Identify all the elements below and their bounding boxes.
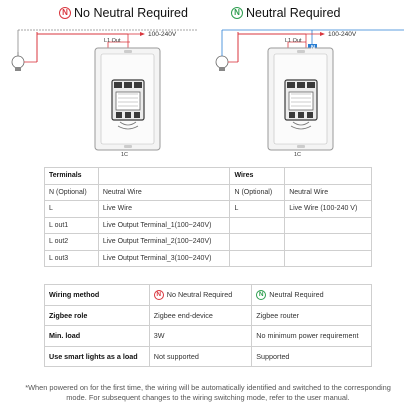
wire-cell: N (Optional) xyxy=(230,184,285,201)
right-diagram-caption: 1C xyxy=(294,152,302,158)
wires-header: Wires xyxy=(230,168,285,185)
table-row xyxy=(45,346,372,367)
footnote: *When powered on for the first time, the wiring will be automatically identified and switched to the corresponding mode. For subsequent changes to the wiring switching mode, refer to the user manual. xyxy=(25,383,391,402)
terminal-desc-cell: Live Wire xyxy=(98,201,230,218)
neutral-value: Neutral Required xyxy=(269,290,324,300)
neutral-badge-icon: N xyxy=(256,290,266,300)
wire-cell: L xyxy=(230,201,285,218)
row-label: Use smart lights as a load xyxy=(45,346,150,367)
table-row xyxy=(45,305,372,326)
lamp-icon xyxy=(12,56,24,71)
no-neutral-value: No Neutral Required xyxy=(166,290,233,300)
no-neutral-cell xyxy=(149,285,252,306)
neutral-value: Supported xyxy=(252,346,372,367)
table-row xyxy=(45,285,372,306)
wire-desc-cell xyxy=(285,250,372,267)
terminal-desc-cell: Neutral Wire xyxy=(98,184,230,201)
neutral-tag: N xyxy=(311,45,315,51)
table-row xyxy=(45,168,372,185)
terminal-cell: L xyxy=(45,201,99,218)
wire-cell xyxy=(230,217,285,234)
table-row xyxy=(45,250,372,267)
neutral-wiring-diagram xyxy=(208,22,416,157)
terminals-table xyxy=(44,167,372,267)
terminal-cell: L out2 xyxy=(45,234,99,251)
neutral-badge-icon: N xyxy=(231,7,243,19)
no-neutral-header xyxy=(59,6,188,20)
comparison-table xyxy=(44,284,372,367)
table-row xyxy=(45,201,372,218)
no-neutral-value: 3W xyxy=(149,326,252,347)
terminal-desc-cell: Live Output Terminal_2(100~240V) xyxy=(98,234,230,251)
terminals-header: Terminals xyxy=(45,168,99,185)
no-neutral-value: Not supported xyxy=(149,346,252,367)
table-row xyxy=(45,184,372,201)
table-row xyxy=(45,326,372,347)
terminal-desc-cell: Live Output Terminal_1(100~240V) xyxy=(98,217,230,234)
left-terminal-tag: L1 Out xyxy=(104,38,121,44)
terminal-desc-cell: Live Output Terminal_3(100~240V) xyxy=(98,250,230,267)
neutral-value: No minimum power requirement xyxy=(252,326,372,347)
terminal-cell: L out3 xyxy=(45,250,99,267)
wire-desc-cell xyxy=(285,217,372,234)
right-terminal-tag: L1 Out xyxy=(285,38,302,44)
row-label: Min. load xyxy=(45,326,150,347)
table-row xyxy=(45,234,372,251)
table-row xyxy=(45,217,372,234)
row-label: Wiring method xyxy=(45,285,150,306)
row-label: Zigbee role xyxy=(45,305,150,326)
terminal-cell: N (Optional) xyxy=(45,184,99,201)
neutral-cell xyxy=(252,285,372,306)
left-diagram-caption: 1C xyxy=(121,152,129,158)
left-voltage-label: 100-240V xyxy=(148,31,177,38)
wire-desc-cell: Live Wire (100-240 V) xyxy=(285,201,372,218)
neutral-value: Zigbee router xyxy=(252,305,372,326)
lamp-icon xyxy=(216,56,228,71)
right-voltage-label: 100-240V xyxy=(328,31,357,38)
switch-module xyxy=(285,80,317,120)
no-neutral-badge-icon: N xyxy=(59,7,71,19)
terminal-cell: L out1 xyxy=(45,217,99,234)
no-neutral-badge-icon: N xyxy=(154,290,164,300)
neutral-title: Neutral Required xyxy=(246,6,341,20)
wire-cell xyxy=(230,234,285,251)
no-neutral-title: No Neutral Required xyxy=(74,6,188,20)
no-neutral-value: Zigbee end-device xyxy=(149,305,252,326)
wire-desc-cell: Neutral Wire xyxy=(285,184,372,201)
wire-desc-cell xyxy=(285,234,372,251)
switch-module xyxy=(112,80,144,120)
wire-cell xyxy=(230,250,285,267)
neutral-header xyxy=(231,6,341,20)
